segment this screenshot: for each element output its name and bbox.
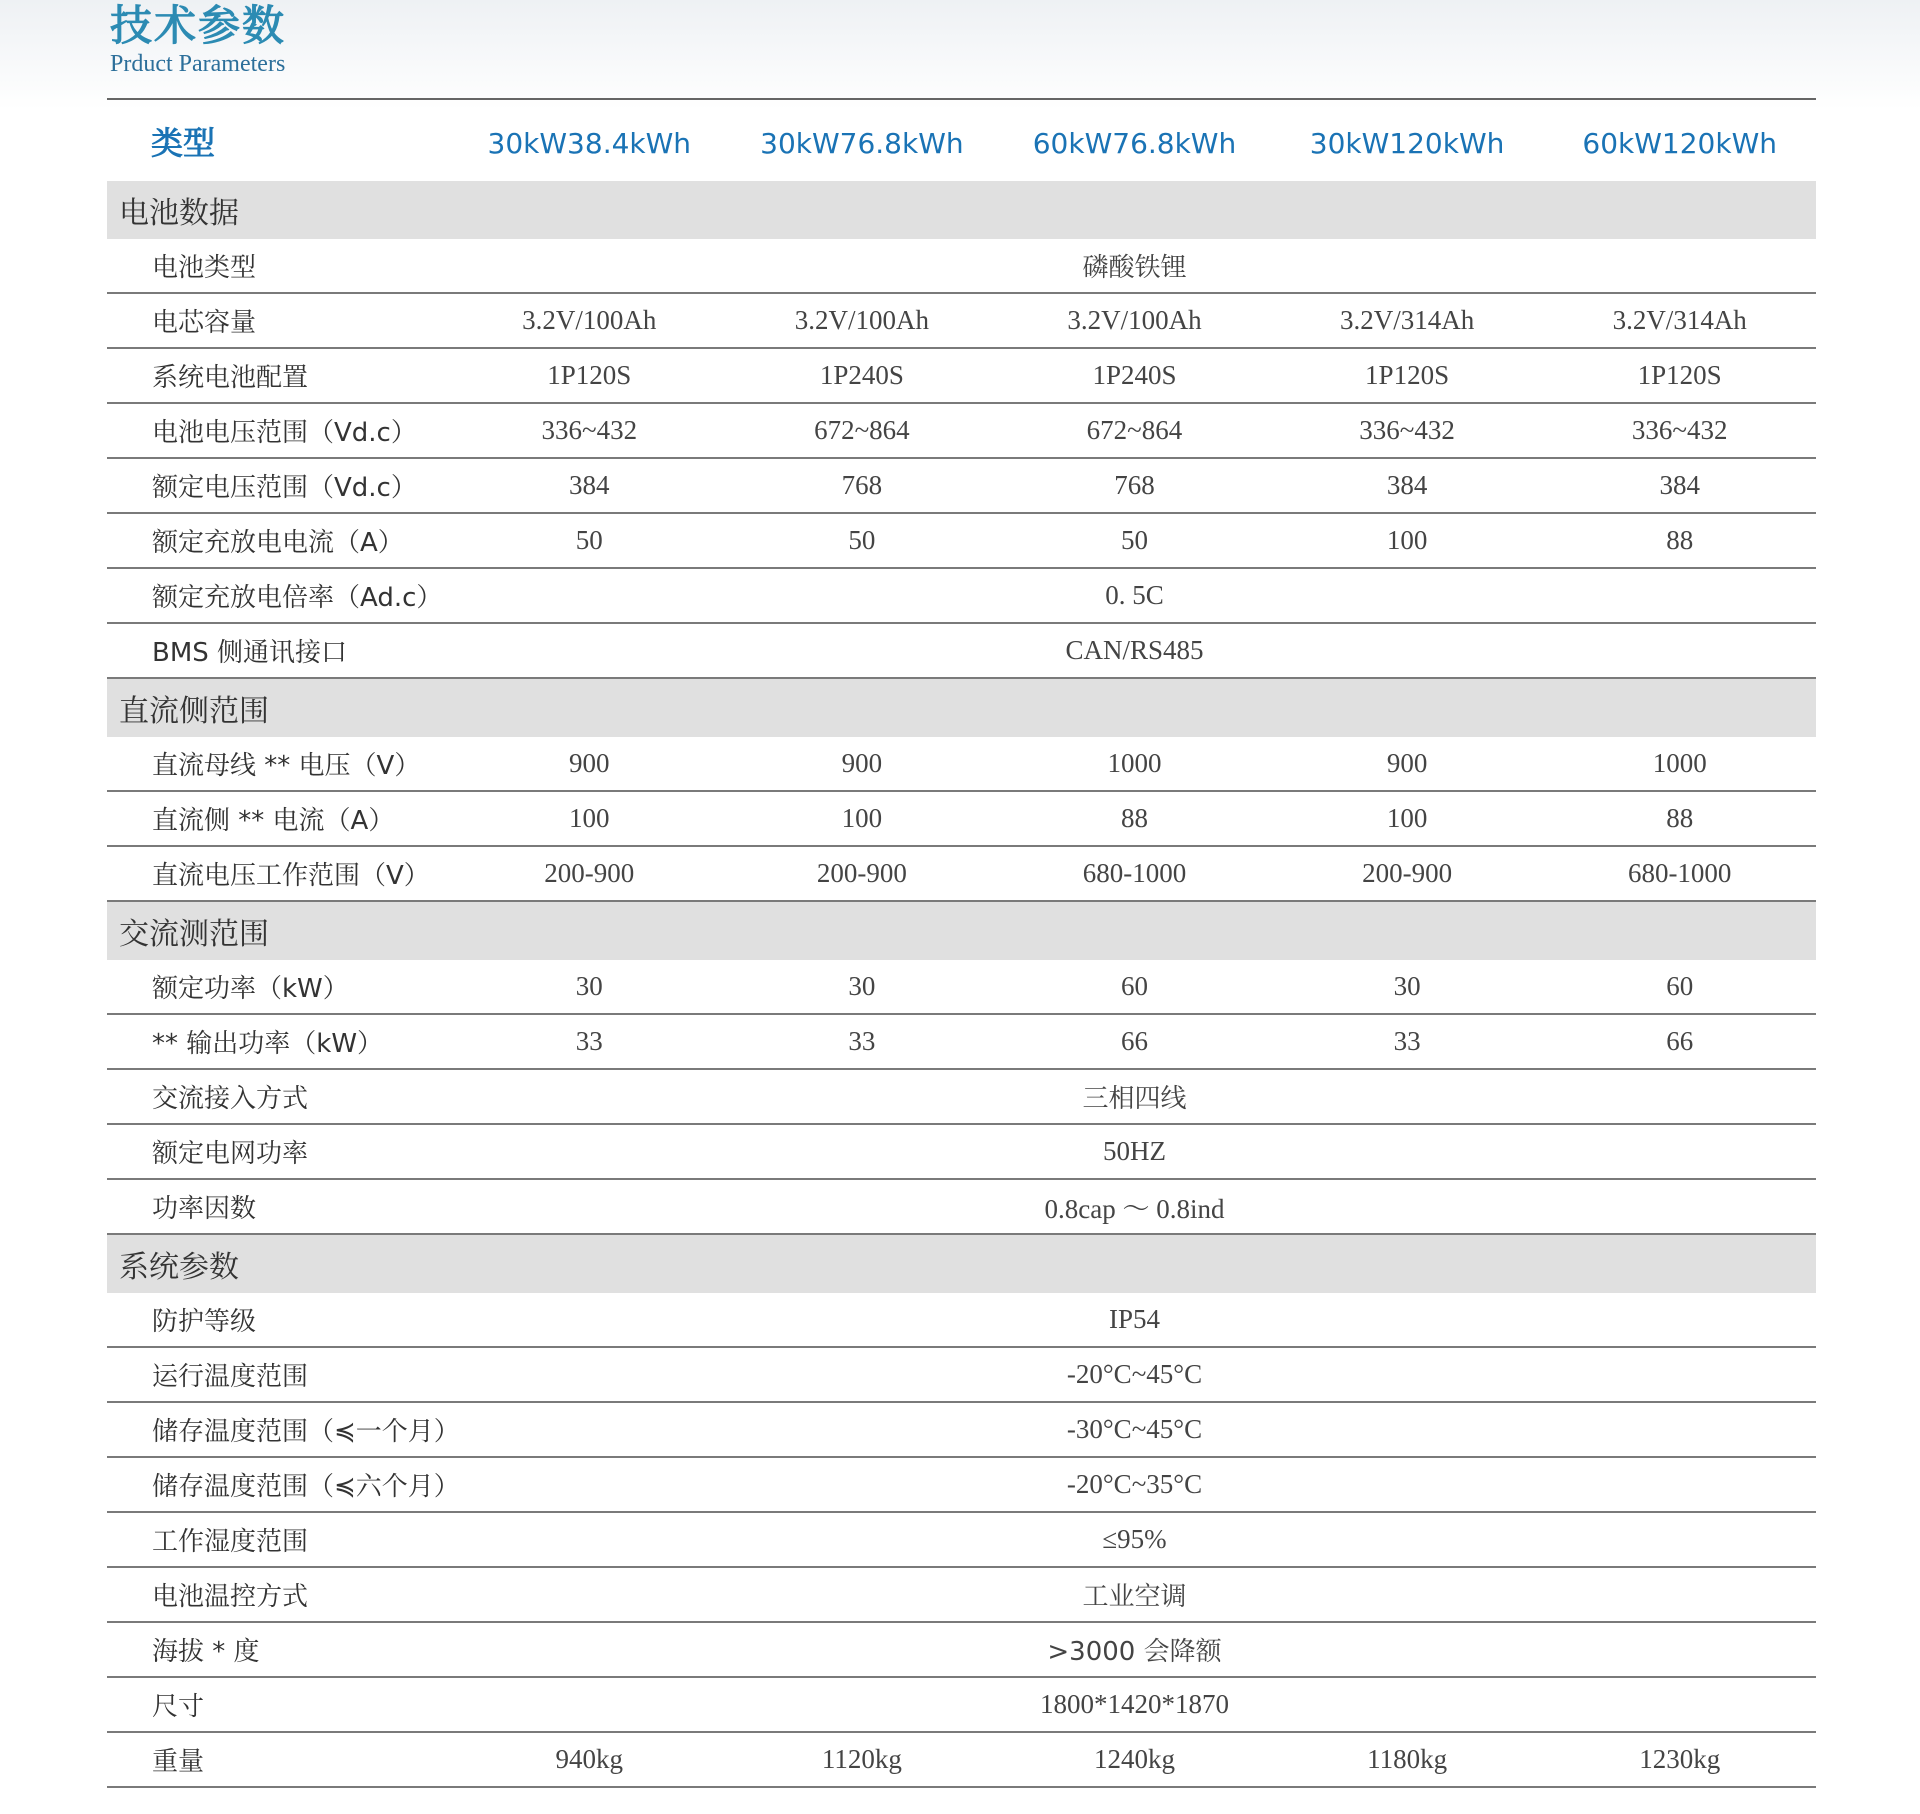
model-header: 30kW120kWh xyxy=(1309,126,1505,160)
table-row xyxy=(107,1457,1816,1512)
table-row xyxy=(107,1124,1816,1179)
row-label: 直流电压工作范围（V） xyxy=(107,846,453,901)
row-label: 额定电网功率 xyxy=(107,1124,453,1179)
table-row xyxy=(107,1512,1816,1567)
row-label: 电池类型 xyxy=(107,239,453,293)
row-value: 900 xyxy=(1271,737,1544,791)
row-value: >3000 会降额 xyxy=(453,1622,1816,1677)
row-label: 运行温度范围 xyxy=(107,1347,453,1402)
row-value: 1180kg xyxy=(1271,1732,1544,1787)
row-value: 60 xyxy=(1543,960,1816,1014)
row-value: 66 xyxy=(998,1014,1271,1069)
row-value: CAN/RS485 xyxy=(453,623,1816,678)
row-value: 200-900 xyxy=(726,846,999,901)
row-value: 3.2V/100Ah xyxy=(453,293,726,348)
row-value: 900 xyxy=(453,737,726,791)
page-header xyxy=(110,0,286,78)
row-value: 100 xyxy=(453,791,726,846)
row-label: 额定功率（kW） xyxy=(107,960,453,1014)
row-value: 磷酸铁锂 xyxy=(453,239,1816,293)
row-value: 30 xyxy=(726,960,999,1014)
row-value: 33 xyxy=(1271,1014,1544,1069)
row-value: 88 xyxy=(1543,513,1816,568)
row-value: -20°C~45°C xyxy=(453,1347,1816,1402)
row-label: 尺寸 xyxy=(107,1677,453,1732)
page-title: 技术参数 xyxy=(110,1,287,50)
row-value: 200-900 xyxy=(453,846,726,901)
row-value: 100 xyxy=(726,791,999,846)
table-row xyxy=(107,1069,1816,1124)
table-row xyxy=(107,293,1816,348)
table-row xyxy=(107,1677,1816,1732)
row-value: 940kg xyxy=(453,1732,726,1787)
row-label: ** 输出功率（kW） xyxy=(107,1014,453,1069)
row-value: 50 xyxy=(453,513,726,568)
row-label: 功率因数 xyxy=(107,1179,453,1234)
table-row xyxy=(107,1622,1816,1677)
row-value: 0.8cap 〜 0.8ind xyxy=(453,1179,1816,1234)
table-row xyxy=(107,458,1816,513)
row-value: 50HZ xyxy=(453,1124,1816,1179)
row-value: 672~864 xyxy=(998,403,1271,458)
table-row xyxy=(107,1293,1816,1347)
row-label: 储存温度范围（≼一个月） xyxy=(107,1402,453,1457)
row-label: 电芯容量 xyxy=(107,293,453,348)
table-row xyxy=(107,623,1816,678)
section-header-row xyxy=(107,181,1816,239)
row-value: 3.2V/314Ah xyxy=(1543,293,1816,348)
row-value: 50 xyxy=(726,513,999,568)
row-value: 768 xyxy=(998,458,1271,513)
row-value: 1P120S xyxy=(1271,348,1544,403)
table-row xyxy=(107,846,1816,901)
table-row xyxy=(107,1014,1816,1069)
row-label: 额定电压范围（Vd.c） xyxy=(107,458,453,513)
row-value: 60 xyxy=(998,960,1271,1014)
row-value: 30 xyxy=(453,960,726,1014)
row-value: 1P120S xyxy=(453,348,726,403)
row-value: 1P120S xyxy=(1543,348,1816,403)
section-title: 电池数据 xyxy=(107,181,1816,239)
table-row xyxy=(107,1567,1816,1622)
table-row xyxy=(107,1402,1816,1457)
row-value: -20°C~35°C xyxy=(453,1457,1816,1512)
model-header: 30kW38.4kWh xyxy=(487,126,692,160)
row-value: 1P240S xyxy=(726,348,999,403)
row-value: 33 xyxy=(726,1014,999,1069)
row-value: 1P240S xyxy=(998,348,1271,403)
row-value: 336~432 xyxy=(1543,403,1816,458)
row-label: 交流接入方式 xyxy=(107,1069,453,1124)
row-value: 100 xyxy=(1271,513,1544,568)
row-value: -30°C~45°C xyxy=(453,1402,1816,1457)
row-value: 384 xyxy=(453,458,726,513)
section-header-row xyxy=(107,1234,1816,1293)
type-label: 类型 xyxy=(151,123,216,162)
row-label: 重量 xyxy=(107,1732,453,1787)
row-value: 768 xyxy=(726,458,999,513)
row-value: 336~432 xyxy=(1271,403,1544,458)
row-label: 额定充放电电流（A） xyxy=(107,513,453,568)
row-label: 直流母线 ** 电压（V） xyxy=(107,737,453,791)
row-label: 储存温度范围（≼六个月） xyxy=(107,1457,453,1512)
section-header-row xyxy=(107,901,1816,960)
table-row xyxy=(107,239,1816,293)
table-row xyxy=(107,737,1816,791)
row-value: 1120kg xyxy=(726,1732,999,1787)
section-title: 交流测范围 xyxy=(107,901,1816,960)
table-row xyxy=(107,513,1816,568)
row-value: 三相四线 xyxy=(453,1069,1816,1124)
row-value: IP54 xyxy=(453,1293,1816,1347)
row-value: 50 xyxy=(998,513,1271,568)
row-value: 200-900 xyxy=(1271,846,1544,901)
table-row xyxy=(107,791,1816,846)
parameters-table xyxy=(107,100,1816,1788)
row-value: 66 xyxy=(1543,1014,1816,1069)
row-label: 额定充放电倍率（Ad.c） xyxy=(107,568,453,623)
row-value: 680-1000 xyxy=(1543,846,1816,901)
row-value: 33 xyxy=(453,1014,726,1069)
row-label: 直流侧 ** 电流（A） xyxy=(107,791,453,846)
row-value: 672~864 xyxy=(726,403,999,458)
row-value: 100 xyxy=(1271,791,1544,846)
row-value: 1230kg xyxy=(1543,1732,1816,1787)
row-value: 工业空调 xyxy=(453,1567,1816,1622)
row-label: 防护等级 xyxy=(107,1293,453,1347)
table-row xyxy=(107,403,1816,458)
row-label: 工作湿度范围 xyxy=(107,1512,453,1567)
row-value: 1800*1420*1870 xyxy=(453,1677,1816,1732)
row-value: 1000 xyxy=(1543,737,1816,791)
row-value: ≤95% xyxy=(453,1512,1816,1567)
row-value: 900 xyxy=(726,737,999,791)
row-value: 1000 xyxy=(998,737,1271,791)
row-label: BMS 侧通讯接口 xyxy=(107,623,453,678)
row-label: 电池电压范围（Vd.c） xyxy=(107,403,453,458)
row-value: 384 xyxy=(1271,458,1544,513)
row-label: 电池温控方式 xyxy=(107,1567,453,1622)
model-header: 60kW76.8kWh xyxy=(1032,126,1237,160)
page-subtitle: Prduct Parameters xyxy=(110,51,286,77)
table-row xyxy=(107,568,1816,623)
table-header-row xyxy=(107,100,1816,181)
row-value: 88 xyxy=(1543,791,1816,846)
row-value: 3.2V/100Ah xyxy=(998,293,1271,348)
row-value: 88 xyxy=(998,791,1271,846)
table-row xyxy=(107,1179,1816,1234)
row-value: 336~432 xyxy=(453,403,726,458)
model-header: 30kW76.8kWh xyxy=(760,126,964,160)
table-row xyxy=(107,1732,1816,1787)
row-value: 1240kg xyxy=(998,1732,1271,1787)
section-header-row xyxy=(107,678,1816,737)
model-header: 60kW120kWh xyxy=(1582,126,1777,160)
row-value: 0. 5C xyxy=(453,568,1816,623)
section-title: 直流侧范围 xyxy=(107,678,1816,737)
row-label: 海拔 * 度 xyxy=(107,1622,453,1677)
table-row xyxy=(107,960,1816,1014)
row-value: 680-1000 xyxy=(998,846,1271,901)
table-row xyxy=(107,1347,1816,1402)
row-label: 系统电池配置 xyxy=(107,348,453,403)
row-value: 30 xyxy=(1271,960,1544,1014)
row-value: 3.2V/314Ah xyxy=(1271,293,1544,348)
row-value: 384 xyxy=(1543,458,1816,513)
table-row xyxy=(107,348,1816,403)
row-value: 3.2V/100Ah xyxy=(726,293,999,348)
section-title: 系统参数 xyxy=(107,1234,1816,1293)
